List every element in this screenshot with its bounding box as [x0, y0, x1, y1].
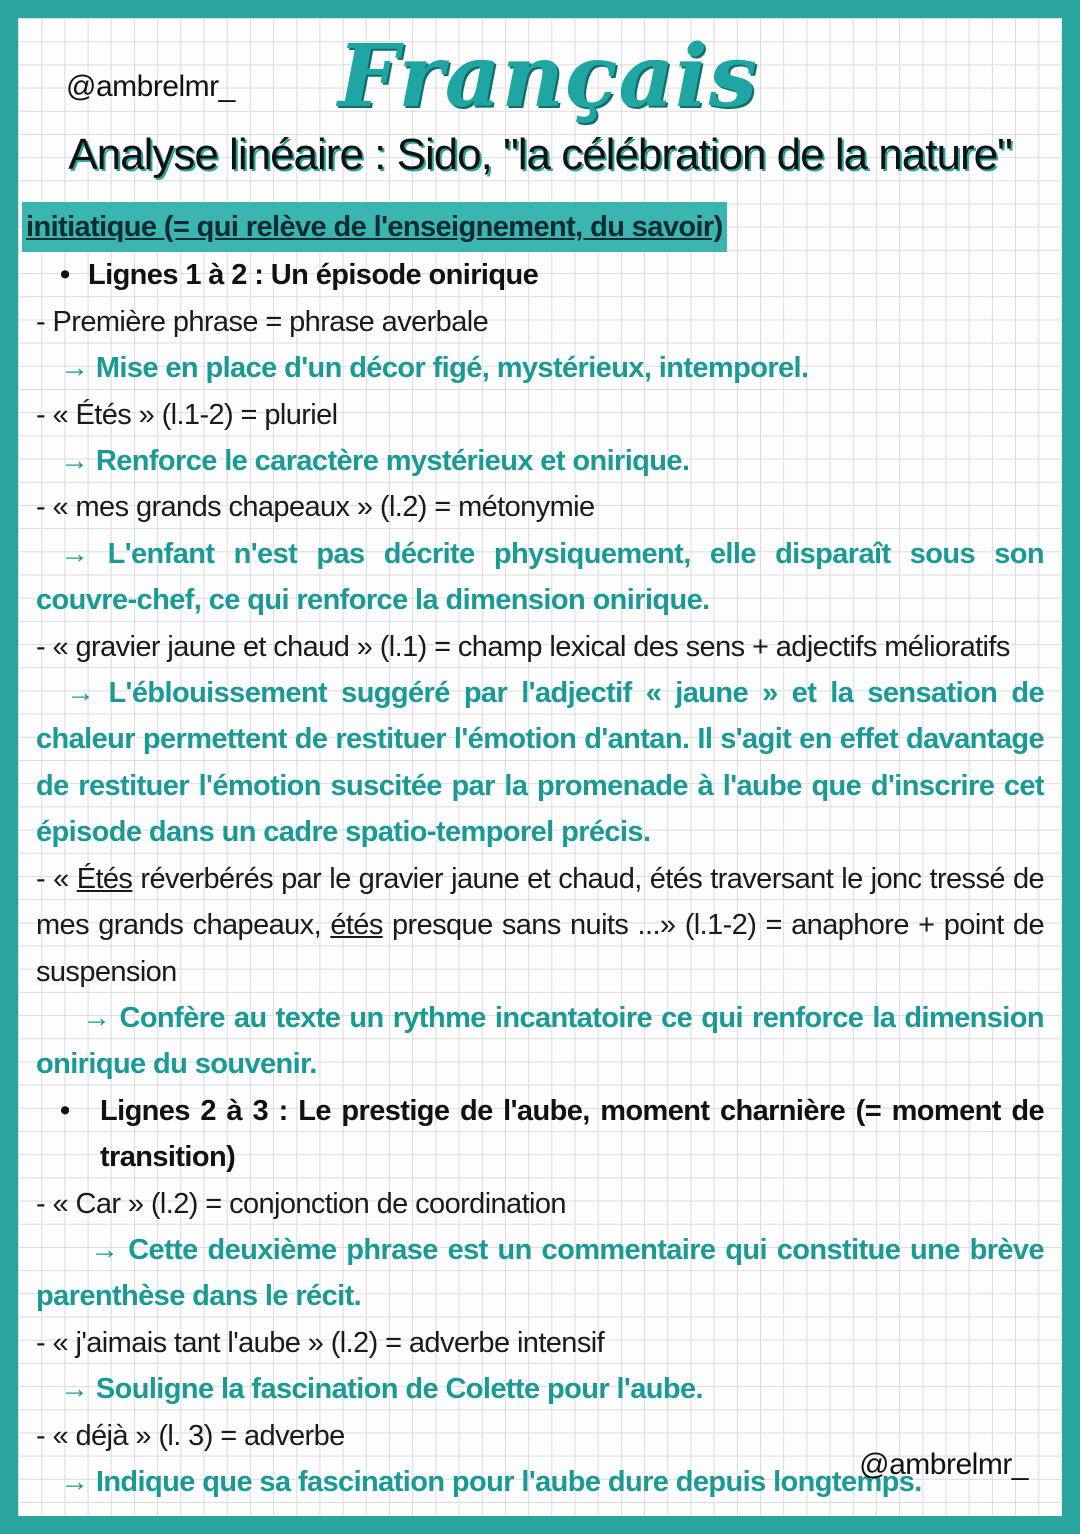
- note-conclusion: → Indique que sa fascination pour l'aube dure depuis longtemps.: [60, 1465, 922, 1498]
- note-conclusion: → Souligne la fascination de Colette pour l'aube.: [60, 1373, 703, 1406]
- note-conclusion: → Mise en place d'un décor figé, mystérieux, intemporel.: [60, 352, 809, 385]
- note-conclusion: → L'éblouissement suggéré par l'adjectif « jaune » et la sensation de chaleur permettent de restituer l'émotion d'antan. Il s'agit en effet davantage de restituer l'émotion suscitée par la promenade à l'aube que d'inscrire cet épisode dans un cadre spatio-temporel précis.: [36, 677, 1044, 849]
- author-handle: @ambrelmr_: [66, 70, 235, 103]
- note-conclusion: → L'enfant n'est pas décrite physiquement, elle disparaît sous son couvre-chef, ce qui renforce la dimension onirique.: [36, 537, 1044, 617]
- footer-handle: @ambrelmr_: [859, 1448, 1028, 1481]
- note-item: - « Étés réverbérés par le gravier jaune et chaud, étés traversant le jonc tressé de mes grands chapeaux, étés presque sans nuits ...» (l.1-2) = anaphore + point de suspension: [36, 862, 1044, 988]
- notes-content: [26, 202, 1044, 1505]
- note-item: - « mes grands chapeaux » (l.2) = métonymie: [36, 491, 595, 524]
- note-item: - « gravier jaune et chaud » (l.1) = champ lexical des sens + adjectifs mélioratifs: [36, 630, 1010, 663]
- section-heading-2: • Lignes 2 à 3 : Le prestige de l'aube, moment charnière (= moment de transition): [36, 1088, 1044, 1181]
- note-item: - Première phrase = phrase averbale: [36, 305, 489, 338]
- note-item: - « Étés » (l.1-2) = pluriel: [36, 398, 338, 431]
- highlight-line: [26, 202, 1044, 252]
- note-item: - « j'aimais tant l'aube » (l.2) = adverbe intensif: [36, 1326, 605, 1359]
- bullet-icon: •: [60, 1094, 70, 1127]
- note-conclusion: → Renforce le caractère mystérieux et onirique.: [60, 445, 690, 478]
- bullet-icon: •: [60, 259, 70, 292]
- note-item: - « déjà » (l. 3) = adverbe: [36, 1419, 345, 1452]
- highlight-box: initiatique (= qui relève de l'enseignement, du savoir): [22, 202, 727, 252]
- note-item: - « Car » (l.2) = conjonction de coordination: [36, 1187, 566, 1220]
- page-title: Français: [337, 26, 759, 127]
- note-conclusion: → Confère au texte un rythme incantatoire ce qui renforce la dimension onirique du souvenir.: [36, 1001, 1044, 1081]
- section-heading-1: • Lignes 1 à 2 : Un épisode onirique: [36, 252, 1044, 298]
- note-conclusion: → Cette deuxième phrase est un commentaire qui constitue une brève parenthèse dans le récit.: [36, 1233, 1044, 1313]
- page-subtitle: Analyse linéaire : Sido, "la célébration de la nature": [68, 130, 1012, 179]
